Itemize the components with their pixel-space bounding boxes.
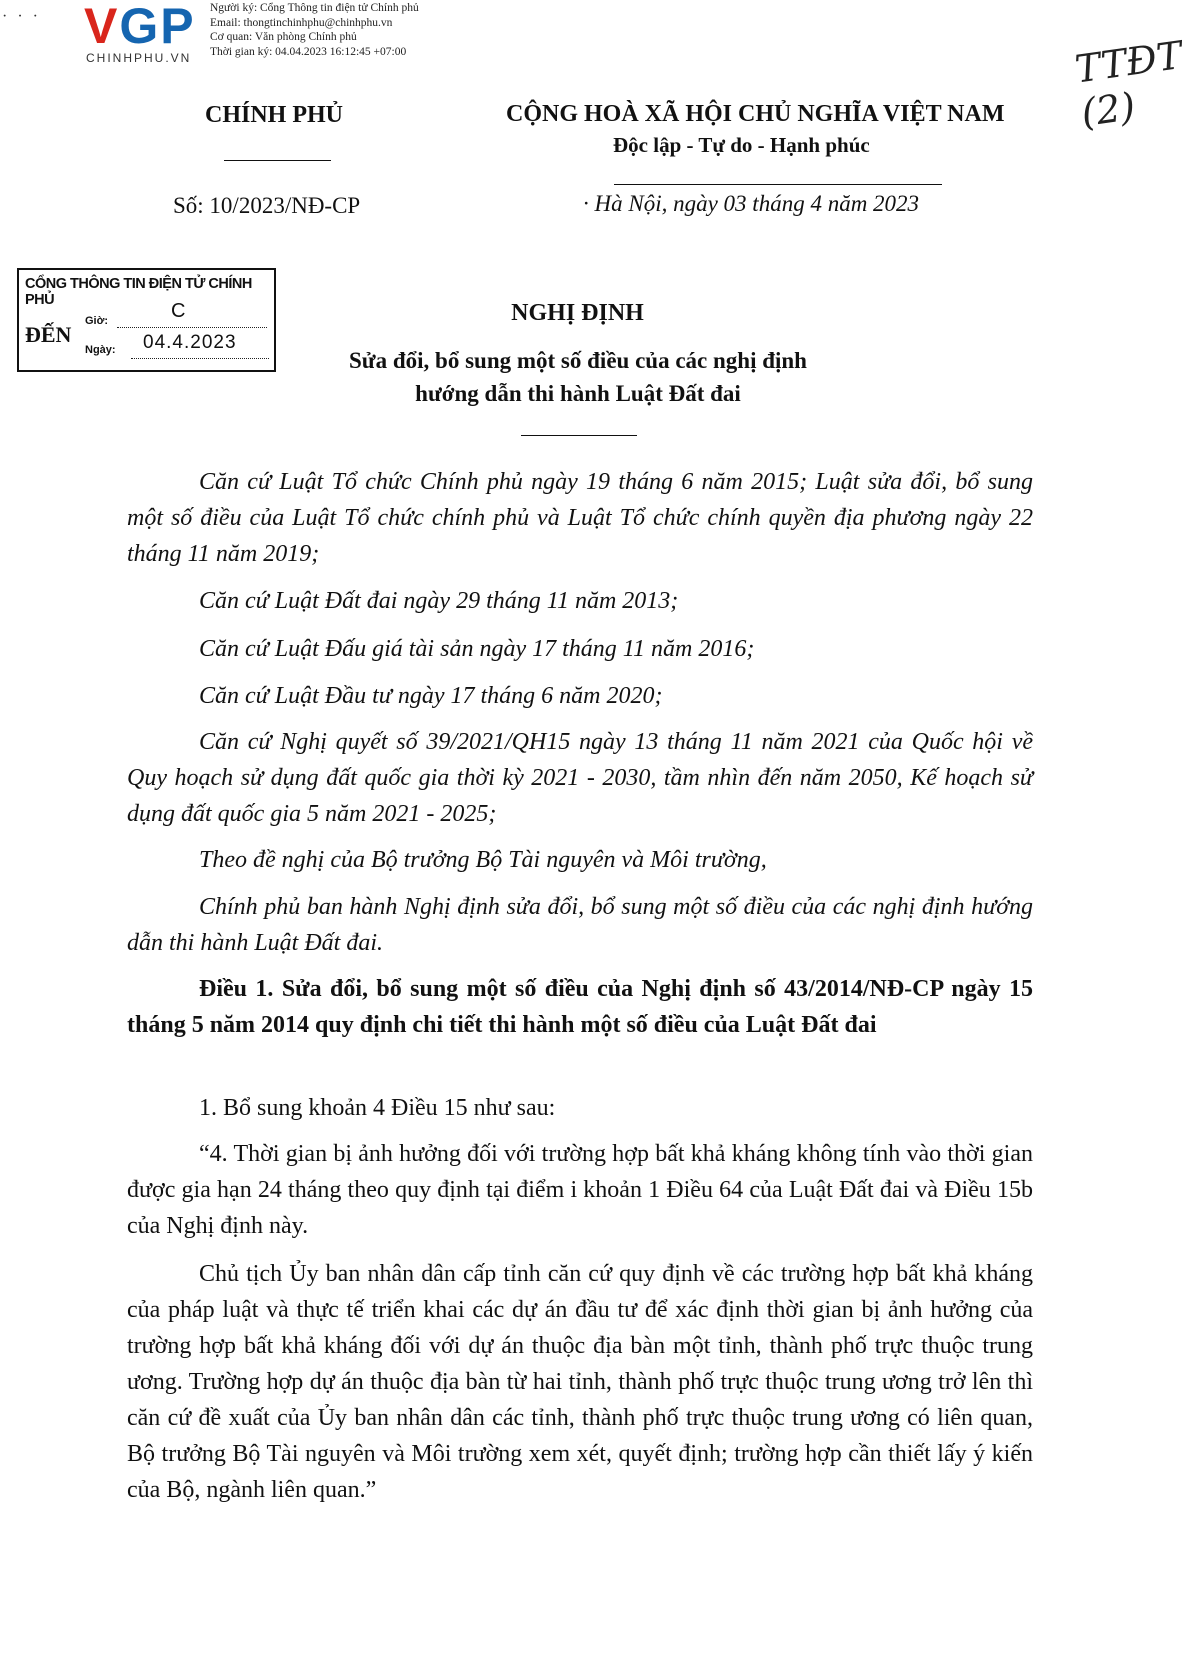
preamble-paragraph: Theo đề nghị của Bộ trưởng Bộ Tài nguyên và Môi trường, [199,847,767,873]
signature-agency: Cơ quan: Văn phòng Chính phủ [210,31,357,43]
article-heading: Điều 1. Sửa đổi, bổ sung một số điều của Nghị định số 43/2014/NĐ-CP ngày 15 tháng 5 năm 2014 quy định chi tiết thi hành một số điều của Luật Đất đai [127,976,1033,1038]
divider-left [224,160,331,161]
preamble-paragraph: Căn cứ Luật Đầu tư ngày 17 tháng 6 năm 2020; [199,683,663,709]
title-divider [521,435,637,436]
article-clause: “4. Thời gian bị ảnh hưởng đối với trường hợp bất khả kháng không tính vào thời gian được gia hạn 24 tháng theo quy định tại điểm i khoản 1 Điều 64 của Luật Đất đai và Điều 15b của Nghị định này. [127,1141,1033,1239]
stamp-hour-label: Giờ: [85,315,109,327]
place-date-text: Hà Nội, ngày 03 tháng 4 năm 2023 [594,191,920,216]
stamp-hour-value: C [117,300,267,328]
preamble-paragraph: Căn cứ Nghị quyết số 39/2021/QH15 ngày 13 tháng 11 năm 2021 của Quốc hội về Quy hoạch sử dụng đất quốc gia thời kỳ 2021 - 2030, tầm nhìn đến năm 2050, Kế hoạch sử dụng đất quốc gia 5 năm 2021 - 2025; [127,729,1033,827]
preamble-paragraph: Căn cứ Luật Đấu giá tài sản ngày 17 tháng 11 năm 2016; [199,636,755,662]
stamp-day-value: 04.4.2023 [131,332,269,359]
decree-heading: NGHỊ ĐỊNH [511,300,644,326]
divider-right [614,184,942,185]
article-paragraph: Chủ tịch Ủy ban nhân dân cấp tỉnh căn cứ quy định về các trường hợp bất khả kháng của pháp luật và thực tế triển khai các dự án đầu tư để xác định thời gian bị ảnh hưởng của trường hợp bất khả kháng đối với dự án thuộc địa bàn một tỉnh, thành phố trực thuộc trung ương. Trường hợp dự án thuộc địa bàn từ hai tỉnh, thành phố trực thuộc trung ương trở lên thì căn cứ đề xuất của Ủy ban nhân dân các tỉnh, thành phố trực thuộc trung ương có liên quan, Bộ trưởng Bộ Tài nguyên và Môi trường xem xét, quyết định; trường hợp cần thiết lấy ý kiến của Bộ, ngành liên quan.” [127,1261,1033,1503]
document-number: Số: 10/2023/NĐ-CP [173,193,361,218]
national-title: CỘNG HOÀ XÃ HỘI CHỦ NGHĨA VIỆT NAM [506,101,1005,127]
stamp-day-label: Ngày: [85,344,116,356]
decree-subtitle [300,344,856,410]
scan-marks: · · · [2,8,41,25]
subtitle-line-1: Sửa đổi, bổ sung một số điều của các nghị định [349,348,807,373]
preamble-paragraph: Căn cứ Luật Tổ chức Chính phủ ngày 19 tháng 6 năm 2015; Luật sửa đổi, bổ sung một số điều của Luật Tổ chức chính phủ và Luật Tổ chức chính quyền địa phương ngày 22 tháng 11 năm 2019; [127,469,1033,567]
preamble-paragraph: Căn cứ Luật Đất đai ngày 29 tháng 11 năm 2013; [199,588,679,614]
place-date: · Hà Nội, ngày 03 tháng 4 năm 2023 [583,191,920,216]
digital-signature [210,1,419,59]
signature-signer: Người ký: Cổng Thông tin điện tử Chính phủ [210,2,419,14]
signature-time: Thời gian ký: 04.04.2023 16:12:45 +07:00 [210,45,407,58]
national-motto: Độc lập - Tự do - Hạnh phúc [613,133,870,157]
issuing-agency: CHÍNH PHỦ [205,102,343,128]
vgp-logo: VGP [84,0,196,54]
preamble-paragraph: Chính phủ ban hành Nghị định sửa đổi, bổ sung một số điều của các nghị định hướng dẫn thi hành Luật Đất đai. [127,894,1033,956]
stamp-den: ĐẾN [25,322,72,347]
article-item: 1. Bổ sung khoản 4 Điều 15 như sau: [199,1095,556,1121]
signature-email: Email: thongtinchinhphu@chinhphu.vn [210,16,393,29]
stamp-title: CỔNG THÔNG TIN ĐIỆN TỬ CHÍNH PHỦ [25,276,252,308]
subtitle-line-2: hướng dẫn thi hành Luật Đất đai [415,381,741,406]
handwritten-note: TTĐT (2) [1072,32,1185,136]
logo-site-text: CHINHPHU.VN [86,51,192,65]
